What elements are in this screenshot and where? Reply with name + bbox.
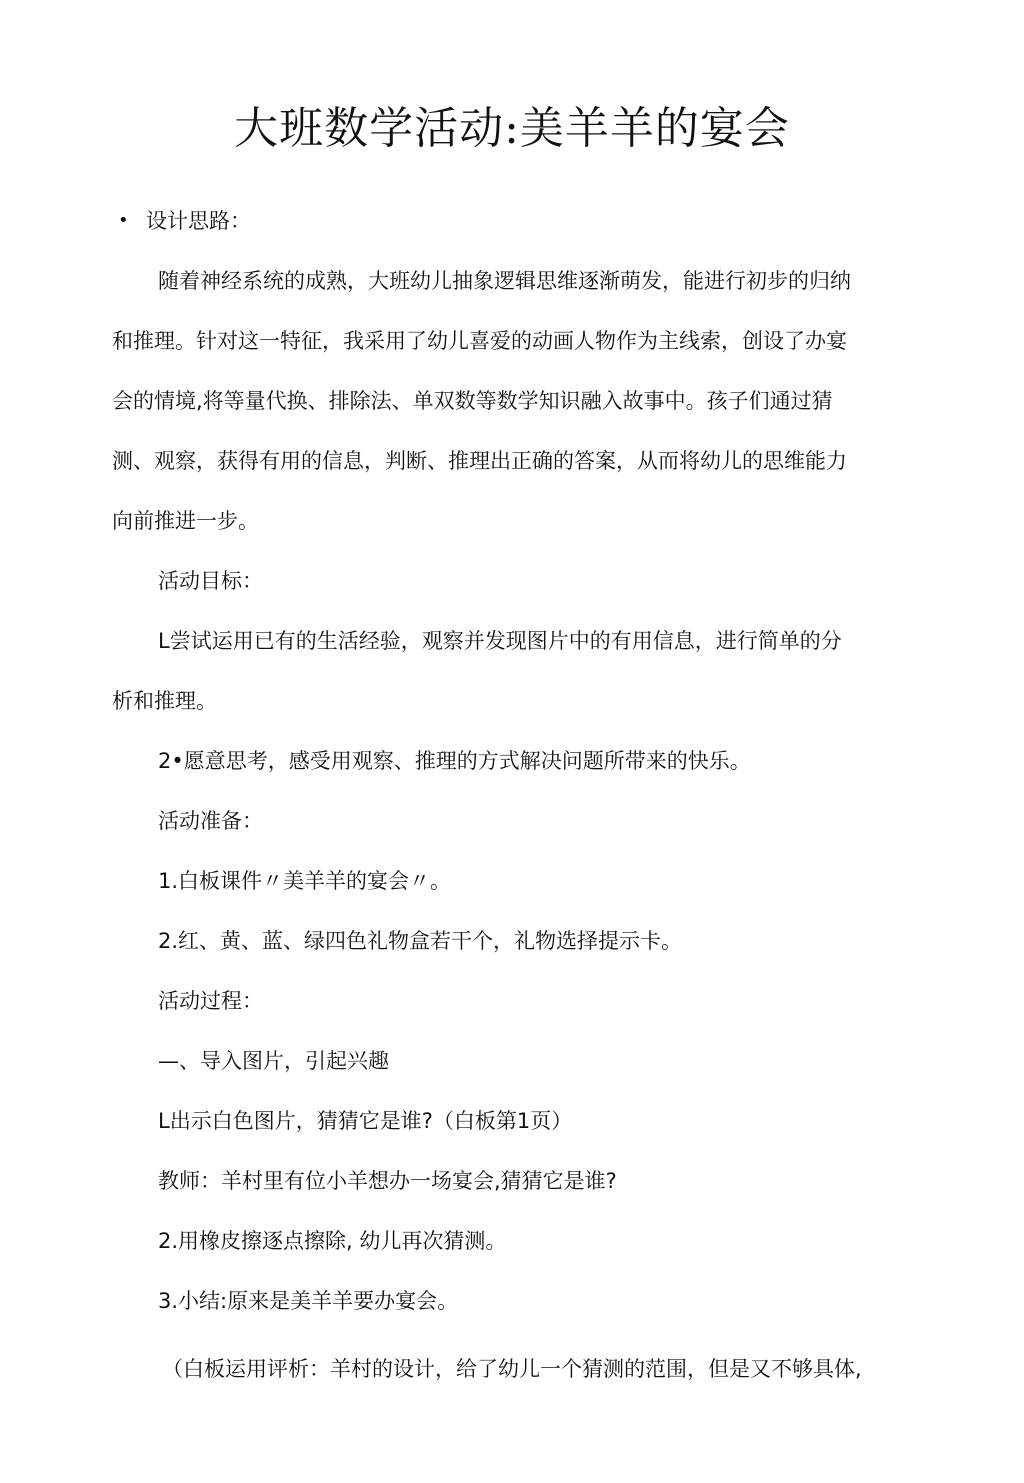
list-item: L尝试运用已有的生活经验，观察并发现图片中的有用信息，进行简单的分 <box>158 629 842 653</box>
subsection-heading: —、导入图片，引起兴趣 <box>158 1049 389 1073</box>
section-heading-process: 活动过程： <box>158 989 263 1013</box>
paragraph-line: 向前推进一步。 <box>112 509 259 533</box>
paragraph-line: 和推理。针对这一特征，我采用了幼儿喜爱的动画人物作为主线索，创设了办宴 <box>112 329 847 353</box>
paragraph-line: 教师：羊村里有位小羊想办一场宴会,猜猜它是谁? <box>158 1169 617 1193</box>
list-item: L出示白色图片，猜猜它是谁?（白板第1页） <box>158 1109 573 1133</box>
paragraph-line: 会的情境,将等量代换、排除法、单双数等数学知识融入故事中。孩子们通过猜 <box>112 389 833 413</box>
list-item: 1.白板课件〃美羊羊的宴会〃。 <box>158 869 452 893</box>
paragraph-line: （白板运用评析：羊村的设计，给了幼儿一个猜测的范围，但是又不够具体, <box>162 1357 862 1381</box>
section-heading-preparation: 活动准备： <box>158 809 263 833</box>
paragraph-line: 随着神经系统的成熟，大班幼儿抽象逻辑思维逐渐萌发，能进行初步的归纳 <box>158 269 851 293</box>
bullet-marker: • <box>118 210 129 231</box>
section-heading-goals: 活动目标： <box>158 569 263 593</box>
list-item: 2•愿意思考，感受用观察、推理的方式解决问题所带来的快乐。 <box>158 749 751 773</box>
paragraph-line: 测、观察，获得有用的信息，判断、推理出正确的答案，从而将幼儿的思维能力 <box>112 449 847 473</box>
section-heading-design: 设计思路： <box>146 209 251 233</box>
paragraph-line: 析和推理。 <box>112 689 217 713</box>
document-title: 大班数学活动:美羊羊的宴会 <box>234 103 790 154</box>
list-item: 3.小结:原来是美羊羊要办宴会。 <box>158 1289 459 1313</box>
list-item: 2.用橡皮擦逐点擦除, 幼儿再次猜测。 <box>158 1229 507 1253</box>
list-item: 2.红、黄、蓝、绿四色礼物盒若干个，礼物选择提示卡。 <box>158 929 683 953</box>
